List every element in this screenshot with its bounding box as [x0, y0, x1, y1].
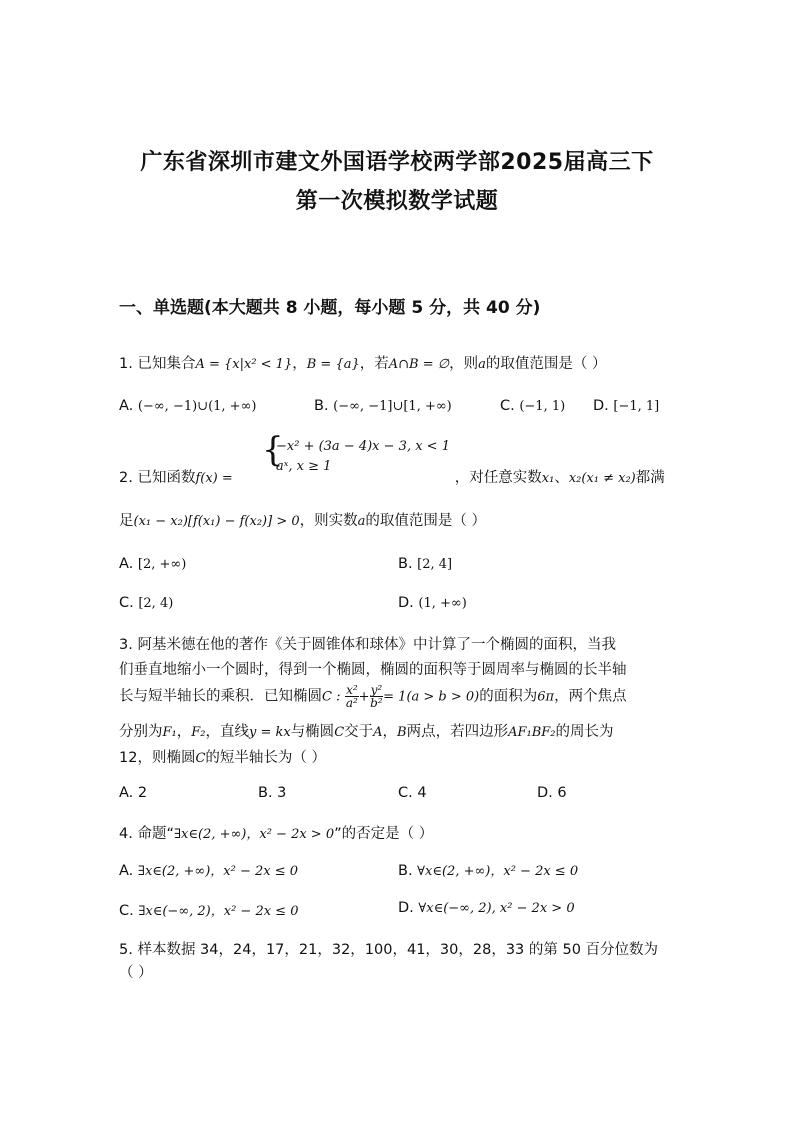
q3-line4-suffix: 的周长为 [555, 724, 614, 740]
q4-option-a [119, 860, 298, 879]
option-value: (−∞, −1)∪(1, +∞) [137, 399, 257, 414]
q4-proposition: ∃x∈(2, +∞)，x² − 2x > 0 [173, 827, 335, 842]
q2-line2-suffix: 的取值范围是（ ） [365, 513, 486, 529]
option-label: D. [398, 595, 414, 611]
option-label: C. [398, 785, 413, 801]
option-label: D. [398, 900, 414, 916]
question-4 [119, 822, 433, 843]
q2-line2-mid: ，则实数 [299, 513, 358, 529]
q1-option-d [593, 398, 659, 414]
q3-ellipse-c: C : [322, 689, 341, 705]
option-value: [2, 4] [417, 557, 453, 572]
q2-var: a [357, 514, 366, 529]
q3-line-eq: y = kx [248, 725, 291, 740]
question-2-line1 [119, 466, 665, 487]
option-value: ∀x∈(−∞, 2), x² − 2x > 0 [418, 901, 575, 916]
document-title-line1: 广东省深圳市建文外国语学校两学部2025届高三下 [140, 150, 654, 175]
q2-line2-prefix: 足 [119, 513, 134, 529]
q3-sep: ， [176, 724, 192, 740]
q1-var: a [478, 357, 486, 372]
option-value: 6 [557, 785, 567, 801]
question-5-line2: （ ） [119, 965, 153, 981]
option-value: [−1, 1] [613, 399, 660, 414]
q1-option-a [119, 398, 256, 414]
fraction-denominator: a² [345, 696, 358, 710]
option-label: A. [119, 863, 134, 879]
q2-x2: x₂(x₁ ≠ x₂) [568, 471, 636, 486]
q3-option-a [119, 785, 147, 801]
q4-option-b [398, 860, 578, 879]
question-3-line2: 们垂直地缩小一个圆时，得到一个椭圆，椭圆的面积等于圆周率与椭圆的长半轴 [119, 662, 627, 678]
q1-condition: A∩B = ∅ [388, 357, 450, 372]
option-label: B. [314, 398, 329, 414]
option-label: D. [537, 785, 553, 801]
q2-case-2: aˣ, x ≥ 1 [276, 459, 332, 474]
option-value: 4 [417, 785, 427, 801]
q3-line4-mid4: 两点，若四边形 [406, 724, 509, 740]
question-3-line5 [119, 746, 326, 767]
q2-function: f(x) = [195, 471, 233, 486]
q3-y-fraction [370, 684, 384, 709]
option-label: D. [593, 398, 609, 414]
q3-option-d [537, 785, 567, 801]
question-3-line3 [119, 684, 627, 709]
option-value: (−∞, −1]∪[1, +∞) [333, 399, 452, 414]
q3-sep2: ， [382, 724, 398, 740]
option-value: [2, +∞) [137, 557, 187, 572]
q3-c: C [334, 725, 345, 740]
q1-mid2: ，则 [449, 356, 479, 372]
q4-prefix: 4. 命题“ [119, 826, 174, 842]
q3-a: A [373, 725, 383, 740]
q2-x1: x₁ [541, 471, 555, 486]
q3-f2: F₂ [191, 725, 206, 740]
option-label: C. [119, 903, 134, 919]
section-heading: 一、单选题(本大题共 8 小题，每小题 5 分，共 40 分) [119, 298, 541, 318]
question-2-line2 [119, 509, 486, 530]
option-label: C. [119, 595, 134, 611]
q3-line5-suffix: 的短半轴长为（ ） [205, 750, 327, 766]
q3-x-fraction [345, 684, 359, 709]
option-value: (1, +∞) [418, 596, 467, 611]
q3-quadrilateral: AF₁BF₂ [508, 725, 556, 740]
q1-set-b: B = {a} [306, 357, 360, 372]
q2-option-c [119, 595, 173, 611]
q2-suffix: 都满 [635, 470, 665, 486]
q3-b: B [397, 725, 407, 740]
q2-mid: ，对任意实数 [454, 470, 542, 486]
q3-line5-prefix: 12，则椭圆 [119, 750, 196, 766]
q3-area: 6π [537, 689, 555, 705]
option-value: ∃x∈(−∞, 2)，x² − 2x ≤ 0 [138, 904, 299, 919]
option-label: A. [119, 556, 134, 572]
fraction-numerator: y² [370, 683, 383, 697]
q3-ellipse-tail: = 1(a > b > 0) [383, 689, 480, 705]
q3-option-c [398, 785, 427, 801]
question-3-line4 [119, 720, 614, 741]
q2-condition: (x₁ − x₂)[f(x₁) − f(x₂)] > 0 [133, 514, 300, 529]
brace-glyph: { [262, 430, 284, 470]
fraction-denominator: b² [370, 696, 383, 710]
option-label: B. [398, 556, 413, 572]
q3-option-b [258, 785, 286, 801]
q4-suffix: ”的否定是（ ） [334, 826, 434, 842]
option-label: A. [119, 785, 134, 801]
q2-prefix: 2. 已知函数 [119, 470, 196, 486]
option-label: B. [258, 785, 273, 801]
q1-suffix: 的取值范围是（ ） [485, 356, 607, 372]
q2-sep: 、 [554, 470, 569, 486]
fraction-numerator: x² [346, 683, 358, 697]
q2-case-1: −x² + (3a − 4)x − 3, x < 1 [276, 439, 450, 454]
q1-option-c [500, 398, 565, 414]
q1-set-a: A = {x|x² < 1} [195, 357, 293, 372]
q3-line4-mid1: ，直线 [205, 724, 249, 740]
q3-line3-prefix: 长与短半轴长的乘积．已知椭圆 [119, 688, 322, 705]
option-label: A. [119, 398, 134, 414]
q2-option-b [398, 556, 452, 572]
q1-sep: ， [292, 356, 307, 372]
option-value: 3 [277, 785, 287, 801]
q1-mid: ，若 [359, 356, 389, 372]
option-label: B. [398, 863, 413, 879]
option-value: 2 [137, 785, 148, 801]
q4-option-d [398, 900, 575, 916]
q3-line4-prefix: 分别为 [119, 724, 163, 740]
option-value: ∃x∈(2, +∞)，x² − 2x ≤ 0 [137, 864, 299, 879]
q3-line4-mid3: 交于 [344, 724, 374, 740]
q2-option-d [398, 595, 467, 611]
q3-line4-mid2: 与椭圆 [290, 724, 335, 740]
q3-line3-suffix: ，两个焦点 [554, 688, 627, 705]
q3-c2: C [195, 751, 206, 766]
document-title-line2: 第一次模拟数学试题 [295, 189, 499, 214]
q3-f1: F₁ [162, 725, 177, 740]
option-value: [2, 4) [138, 596, 174, 611]
question-3-line1: 3. 阿基米德在他的著作《关于圆锥体和球体》中计算了一个椭圆的面积，当我 [119, 637, 616, 653]
question-5-line1: 5. 样本数据 34，24，17，21，32，100，41，30，28，33 的第 50 百分位数为 [119, 942, 659, 958]
q1-option-b [314, 398, 452, 414]
option-value: (−1, 1) [519, 399, 566, 414]
q3-plus: + [358, 689, 370, 705]
question-1 [119, 352, 606, 373]
q2-option-a [119, 556, 186, 572]
option-value: ∀x∈(2, +∞)，x² − 2x ≤ 0 [417, 864, 579, 879]
q1-prefix: 1. 已知集合 [119, 356, 196, 372]
q4-option-c [119, 900, 298, 919]
option-label: C. [500, 398, 515, 414]
q3-line3-mid: 的面积为 [479, 688, 538, 705]
